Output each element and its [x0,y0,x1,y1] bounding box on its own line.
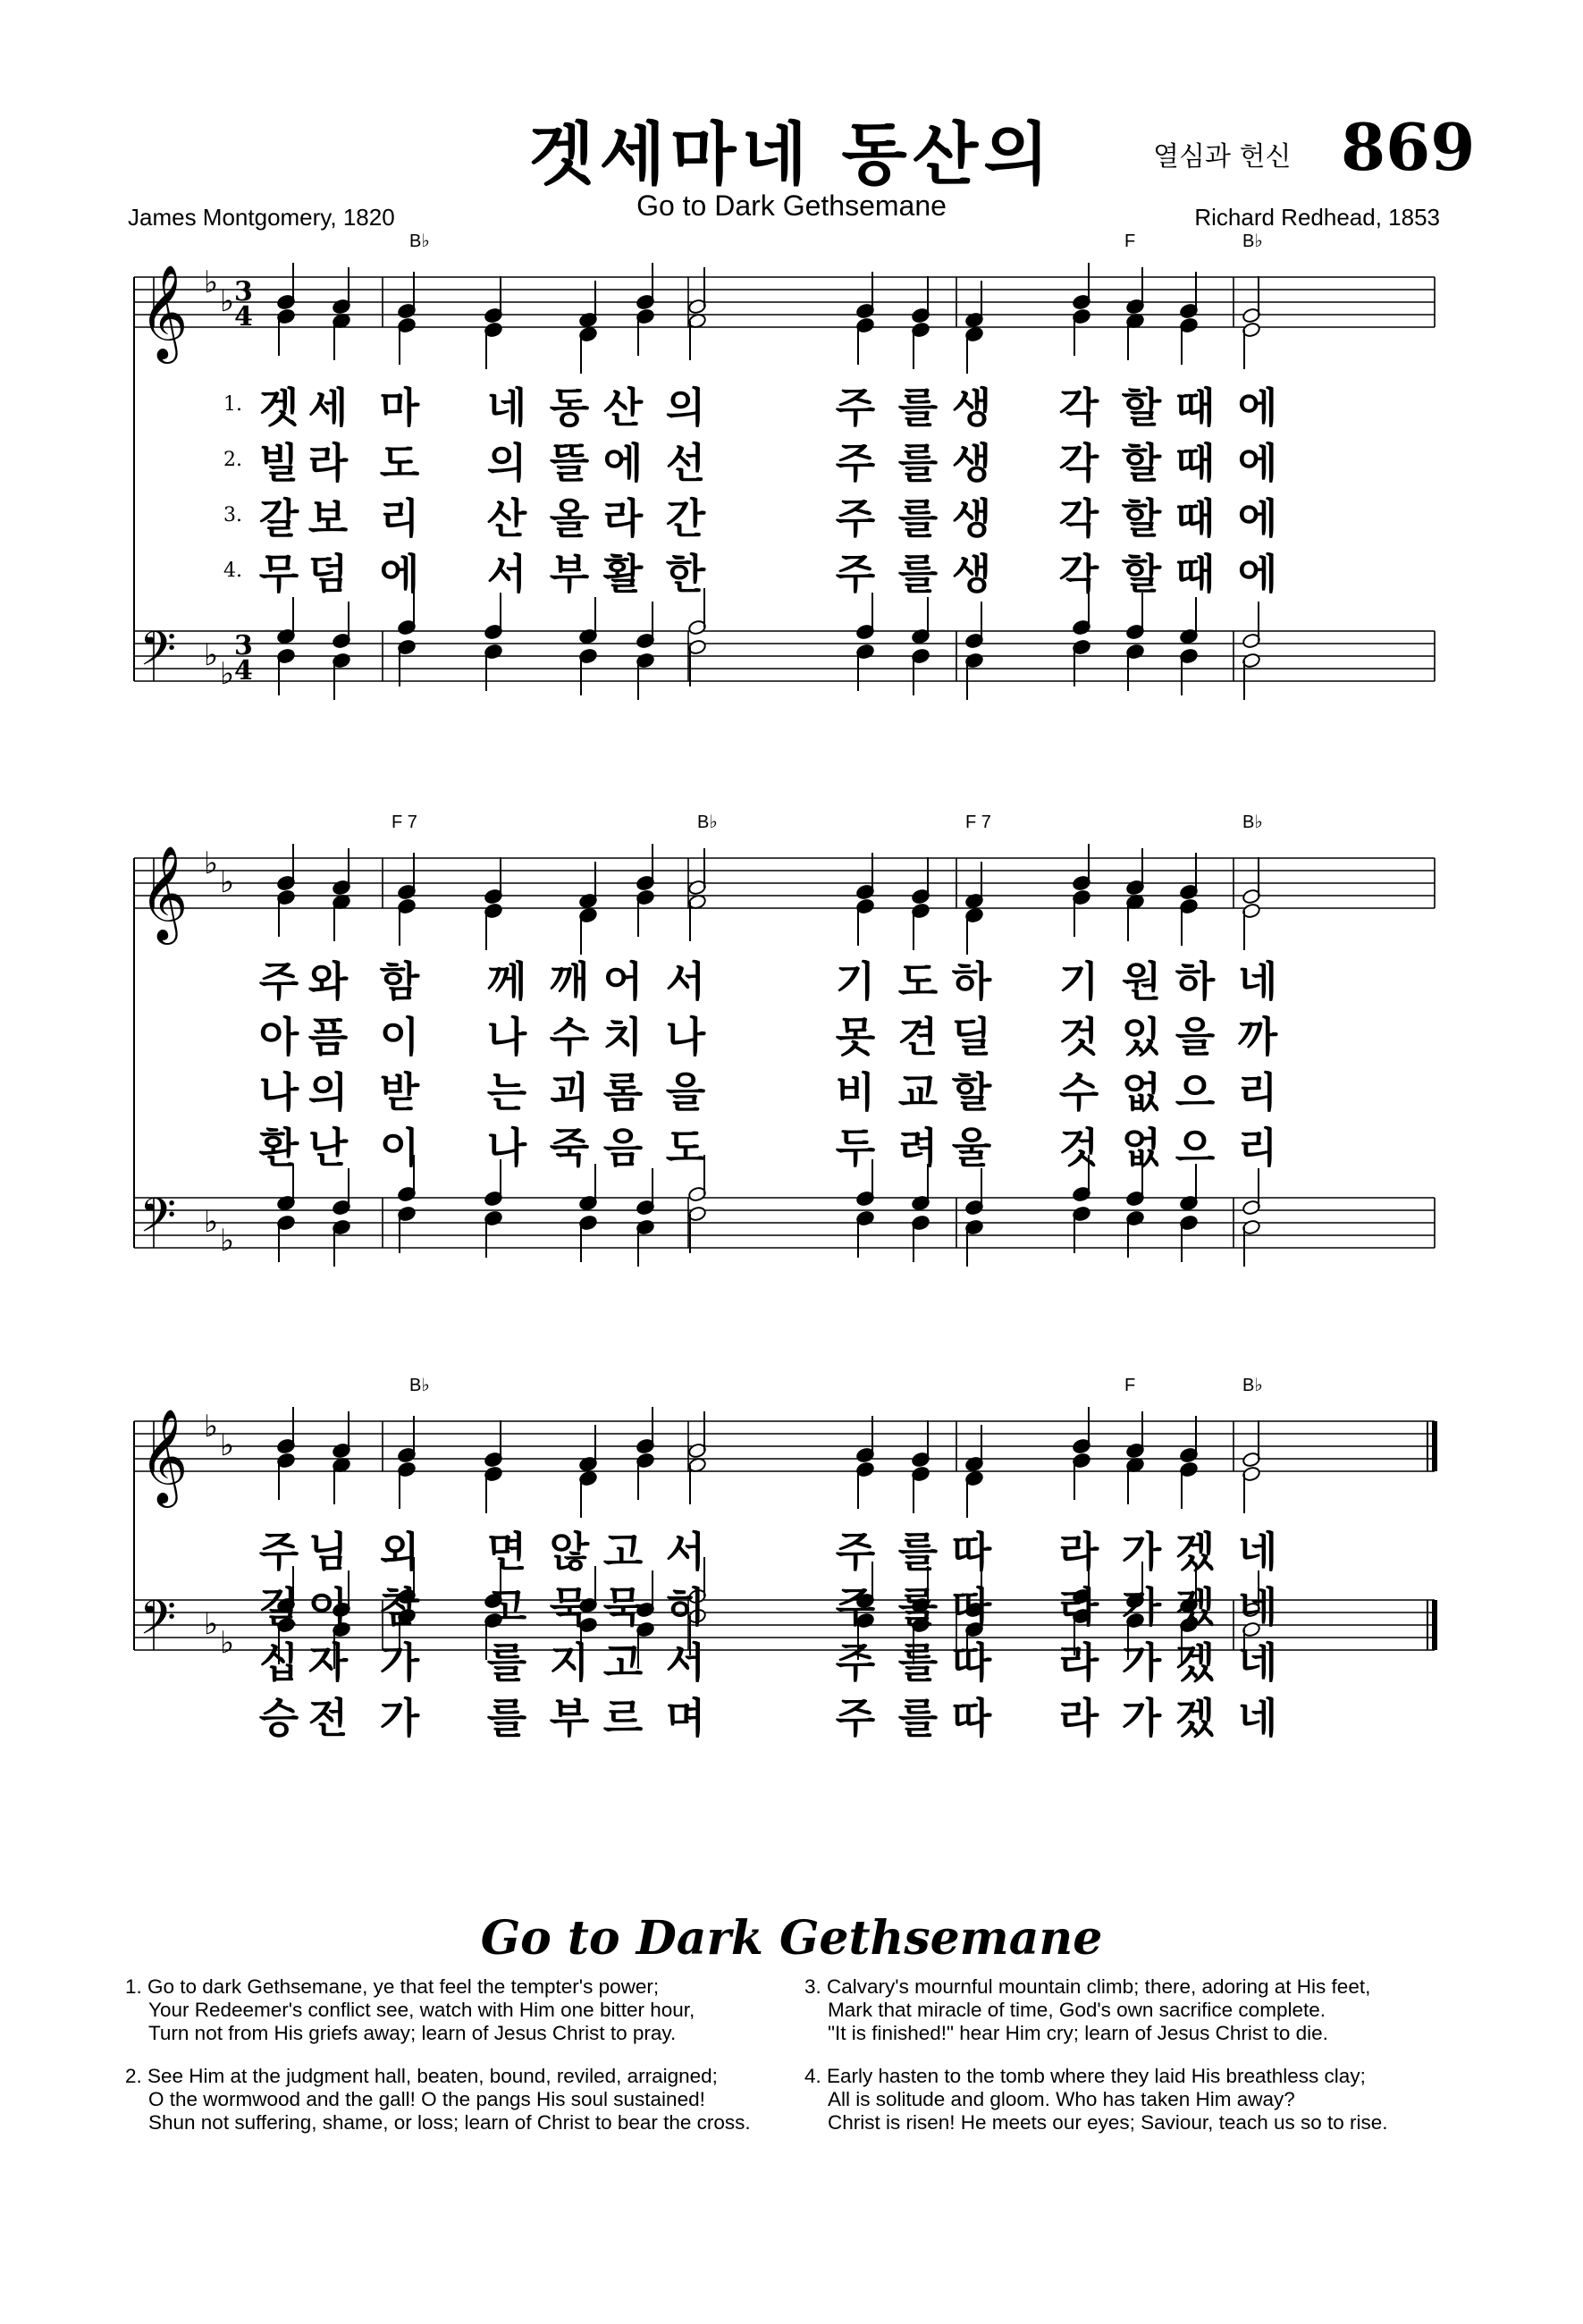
hymn-title-english: Go to Dark Gethsemane [636,189,947,222]
lyric-syllable: 주 [258,957,299,1006]
lyric-syllable: 깨 [549,957,590,1006]
lyric-syllable: 을 [1175,1013,1216,1061]
lyric-syllable: 의 [307,1068,349,1116]
flat-icon: ♭ [204,1204,219,1240]
lyric-syllable: 괴 [549,1068,590,1116]
lyric-syllable: 산 [486,494,527,543]
lyric-syllable: 울 [951,1124,992,1172]
lyric-syllable: 려 [897,1124,939,1172]
lyric-syllable: 가 [1121,1638,1162,1687]
bass-clef-icon: 𝄢 [139,622,177,688]
chord-symbol: B♭ [409,1376,430,1395]
hymn-title-korean: 겟세마네 동산의 [528,114,1055,194]
lyric-syllable: 까 [1237,1013,1278,1061]
lyric-syllable: 리 [379,494,420,543]
lyric-syllable: 동 [549,383,590,432]
lyric-syllable: 서 [665,957,706,1006]
lyric-syllable: 함 [379,957,420,1006]
lyric-syllable: 나 [486,1013,527,1061]
lyric-syllable: 주 [835,1583,876,1631]
chord-symbol: F [1124,232,1136,251]
lyric-syllable: 가 [379,1638,420,1687]
lyric-syllable: 도 [897,957,939,1006]
words-credit: James Montgomery, 1820 [128,204,395,231]
bass-clef-icon: 𝄢 [139,1189,177,1255]
lyric-syllable: 가 [1121,1528,1162,1576]
lyric-syllable: 각 [1058,383,1099,432]
stanza-line: 4. Early hasten to the tomb where they laid His breathless clay; [804,2065,1366,2087]
lyric-syllable: 라 [1058,1583,1099,1631]
flat-icon: ♭ [204,1606,219,1642]
lyric-syllable: 하 [1175,957,1216,1006]
lyric-syllable: 때 [1175,439,1216,487]
flat-icon: ♭ [220,1625,235,1661]
lyric-syllable: 마 [379,383,420,432]
music-credit: Richard Redhead, 1853 [1194,204,1440,231]
lyric-syllable: 비 [835,1068,876,1116]
lyric-syllable: 묵 [602,1583,644,1631]
lyric-syllable: 를 [897,1583,939,1631]
lyric-syllable: 에 [1237,383,1278,432]
verse-number: 1. [223,393,242,416]
lyric-syllable: 라 [1058,1694,1099,1742]
lyric-syllable: 각 [1058,550,1099,598]
lyric-syllable: 승 [258,1694,299,1742]
chord-symbol: B♭ [1242,813,1263,832]
lyric-syllable: 주 [835,1528,876,1576]
lyric-syllable: 때 [1175,550,1216,598]
lyric-syllable: 주 [835,383,876,432]
lyric-syllable: 나 [486,1124,527,1172]
lyric-syllable: 갈 [258,494,299,543]
time-signature: 3 [234,276,253,307]
lyric-syllable: 따 [951,1638,992,1687]
lyric-syllable: 산 [602,383,644,432]
lyric-syllable: 부 [549,550,590,598]
lyric-syllable: 의 [486,439,527,487]
lyric-syllable: 나 [258,1068,299,1116]
stanza-line: Shun not suffering, shame, or loss; learn of Christ to bear the cross. [148,2111,751,2134]
lyric-syllable: 픔 [307,1013,349,1061]
flat-icon: ♭ [220,1223,235,1259]
lyric-syllable: 를 [486,1694,527,1742]
lyric-syllable: 생 [951,439,992,487]
lyric-syllable: 리 [1237,1124,1278,1172]
lyric-syllable: 못 [835,1013,876,1061]
lyric-syllable: 는 [486,1068,527,1116]
lyric-syllable: 님 [307,1528,349,1576]
lyric-syllable: 의 [665,383,706,432]
flat-icon: ♭ [204,637,219,673]
lyric-syllable: 아 [258,1013,299,1061]
stanza-line: 1. Go to dark Gethsemane, ye that feel the tempter's power; [125,1975,660,1998]
lyric-syllable: 를 [897,383,939,432]
lyric-syllable: 와 [307,957,349,1006]
treble-clef-icon: 𝄞 [139,264,189,359]
lyric-syllable: 수 [549,1013,590,1061]
stanza-line: O the wormwood and the gall! O the pangs His soul sustained! [148,2088,705,2110]
lyric-syllable: 있 [1121,1013,1162,1061]
lyric-syllable: 에 [379,550,420,598]
lyric-syllable: 생 [951,494,992,543]
lyric-syllable: 자 [307,1638,349,1687]
lyric-syllable: 에 [1237,439,1278,487]
chord-symbol: F [1124,1376,1136,1395]
flat-icon: ♭ [220,864,235,900]
lyric-syllable: 서 [665,1528,706,1576]
english-stanza-2 [125,2065,813,2135]
lyric-syllable: 르 [602,1694,644,1742]
verse-number: 4. [223,560,242,582]
lyric-syllable: 도 [379,439,420,487]
stanza-line: Mark that miracle of time, God's own sacrifice complete. [828,1999,1326,2021]
english-stanza-4 [804,2065,1493,2135]
lyric-syllable: 고 [602,1528,644,1576]
english-stanza-3 [804,1975,1493,2045]
english-title: Go to Dark Gethsemane [480,1911,1103,1966]
lyric-syllable: 보 [307,494,349,543]
english-stanza-1 [125,1975,813,2045]
lyric-syllable: 주 [835,1694,876,1742]
treble-clef-icon: 𝄞 [139,1408,189,1503]
stanza-line: All is solitude and gloom. Who has taken Him away? [828,2088,1295,2110]
stanza-line: Turn not from His griefs away; learn of Jesus Christ to pray. [148,2022,677,2044]
lyric-syllable: 전 [307,1694,349,1742]
flat-icon: ♭ [220,283,235,319]
lyric-syllable: 겠 [1175,1694,1216,1742]
lyric-syllable: 를 [486,1638,527,1687]
lyric-syllable: 할 [1121,494,1162,543]
lyric-syllable: 각 [1058,494,1099,543]
time-signature: 4 [234,301,253,333]
lyric-syllable: 를 [897,439,939,487]
lyric-syllable: 견 [897,1013,939,1061]
lyric-syllable: 지 [549,1638,590,1687]
lyric-syllable: 따 [951,1528,992,1576]
lyric-syllable: 네 [1237,957,1278,1006]
chord-symbol: F 7 [392,813,417,832]
flat-icon: ♭ [204,1409,219,1444]
lyric-syllable: 가 [379,1694,420,1742]
lyric-syllable: 하 [951,957,992,1006]
lyric-syllable: 라 [1058,1638,1099,1687]
lyric-syllable: 겠 [1175,1638,1216,1687]
lyric-syllable: 겠 [1175,1528,1216,1576]
lyric-syllable: 빌 [258,439,299,487]
lyric-syllable: 기 [835,957,876,1006]
lyric-syllable: 교 [897,1068,939,1116]
lyric-syllable: 외 [379,1528,420,1576]
lyric-syllable: 라 [1058,1528,1099,1576]
lyric-syllable: 딜 [951,1013,992,1061]
lyric-syllable: 길 [258,1583,299,1631]
stanza-line: Your Redeemer's conflict see, watch with Him one bitter hour, [148,1999,695,2021]
lyric-syllable: 죽 [549,1124,590,1172]
lyric-syllable: 가 [1121,1694,1162,1742]
lyric-syllable: 이 [379,1124,420,1172]
lyric-syllable: 에 [1237,494,1278,543]
lyric-syllable: 따 [951,1583,992,1631]
flat-icon: ♭ [220,656,235,692]
chord-symbol: B♭ [1242,232,1263,251]
lyric-syllable: 서 [665,1638,706,1687]
lyric-syllable: 십 [258,1638,299,1687]
flat-icon: ♭ [220,1427,235,1463]
lyric-syllable: 네 [1237,1528,1278,1576]
lyric-syllable: 께 [486,957,527,1006]
lyric-syllable: 네 [1237,1694,1278,1742]
stanza-line: 2. See Him at the judgment hall, beaten, bound, reviled, arraigned; [125,2065,718,2087]
lyric-syllable: 도 [665,1124,706,1172]
lyric-syllable: 네 [486,383,527,432]
lyric-syllable: 않 [549,1528,590,1576]
lyric-syllable: 이 [307,1583,349,1631]
lyric-syllable: 원 [1121,957,1162,1006]
lyric-syllable: 를 [897,1638,939,1687]
lyric-syllable: 받 [379,1068,420,1116]
lyric-syllable: 두 [835,1124,876,1172]
lyric-syllable: 에 [602,439,644,487]
lyric-syllable: 따 [951,1694,992,1742]
lyric-syllable: 없 [1121,1068,1162,1116]
lyric-syllable: 어 [602,957,644,1006]
lyric-syllable: 활 [602,550,644,598]
chord-symbol: B♭ [1242,1376,1263,1395]
lyric-syllable: 생 [951,383,992,432]
lyric-syllable: 생 [951,550,992,598]
lyric-syllable: 히 [665,1583,706,1631]
lyric-syllable: 때 [1175,383,1216,432]
lyric-syllable: 면 [486,1528,527,1576]
lyric-syllable: 서 [486,550,527,598]
lyric-syllable: 무 [258,550,299,598]
lyric-syllable: 각 [1058,439,1099,487]
lyric-syllable: 한 [665,550,706,598]
lyric-syllable: 할 [951,1068,992,1116]
lyric-syllable: 를 [897,1694,939,1742]
lyric-syllable: 겟 [258,383,299,432]
lyric-syllable: 주 [835,439,876,487]
lyric-syllable: 주 [835,494,876,543]
lyric-syllable: 기 [1058,957,1099,1006]
lyric-syllable: 덤 [307,550,349,598]
lyric-syllable: 고 [602,1638,644,1687]
lyric-syllable: 를 [897,494,939,543]
lyric-syllable: 수 [1058,1068,1099,1116]
lyric-syllable: 난 [307,1124,349,1172]
lyric-syllable: 를 [897,550,939,598]
lyric-syllable: 할 [1121,550,1162,598]
lyric-syllable: 환 [258,1124,299,1172]
lyric-syllable: 때 [1175,494,1216,543]
lyric-syllable: 라 [307,439,349,487]
flat-icon: ♭ [204,846,219,881]
lyric-syllable: 치 [602,1013,644,1061]
lyric-syllable: 으 [1175,1068,1216,1116]
hymn-category: 열심과 헌신 [1153,141,1292,173]
lyric-syllable: 롬 [602,1068,644,1116]
treble-clef-icon: 𝄞 [139,845,189,940]
lyric-syllable: 를 [897,1528,939,1576]
lyric-syllable: 할 [1121,383,1162,432]
lyric-syllable: 네 [1237,1638,1278,1687]
lyric-syllable: 이 [379,1013,420,1061]
stanza-line: 3. Calvary's mournful mountain climb; there, adoring at His feet, [804,1975,1371,1998]
flat-icon: ♭ [204,265,219,300]
time-signature: 4 [234,655,253,686]
lyric-syllable: 간 [665,494,706,543]
lyric-syllable: 선 [665,439,706,487]
verse-number: 2. [223,449,242,471]
lyric-syllable: 주 [835,550,876,598]
lyric-syllable: 올 [549,494,590,543]
chord-symbol: B♭ [409,232,430,251]
chord-symbol: F 7 [965,813,991,832]
lyric-syllable: 에 [1237,550,1278,598]
lyric-syllable: 것 [1058,1013,1099,1061]
lyric-syllable: 가 [1121,1583,1162,1631]
lyric-syllable: 겠 [1175,1583,1216,1631]
lyric-syllable: 주 [258,1528,299,1576]
lyric-syllable: 리 [1237,1068,1278,1116]
lyric-syllable: 으 [1175,1124,1216,1172]
lyric-syllable: 부 [549,1694,590,1742]
lyric-syllable: 뜰 [549,439,590,487]
lyric-syllable: 주 [835,1638,876,1687]
stanza-line: "It is finished!" hear Him cry; learn of Jesus Christ to die. [828,2022,1328,2044]
lyric-syllable: 나 [665,1013,706,1061]
lyric-syllable: 묵 [549,1583,590,1631]
lyric-syllable: 참 [379,1583,420,1631]
lyric-syllable: 할 [1121,439,1162,487]
lyric-syllable: 네 [1237,1583,1278,1631]
lyric-syllable: 을 [665,1068,706,1116]
bass-clef-icon: 𝄢 [139,1591,177,1657]
hymn-number: 869 [1341,109,1476,185]
lyric-syllable: 고 [486,1583,527,1631]
time-signature: 3 [234,630,253,661]
chord-symbol: B♭ [697,813,718,832]
lyric-syllable: 세 [307,383,349,432]
lyric-syllable: 며 [665,1694,706,1742]
lyric-syllable: 음 [602,1124,644,1172]
lyric-syllable: 것 [1058,1124,1099,1172]
verse-number: 3. [223,504,242,526]
lyric-syllable: 없 [1121,1124,1162,1172]
stanza-line: Christ is risen! He meets our eyes; Saviour, teach us so to rise. [828,2111,1388,2134]
lyric-syllable: 라 [602,494,644,543]
